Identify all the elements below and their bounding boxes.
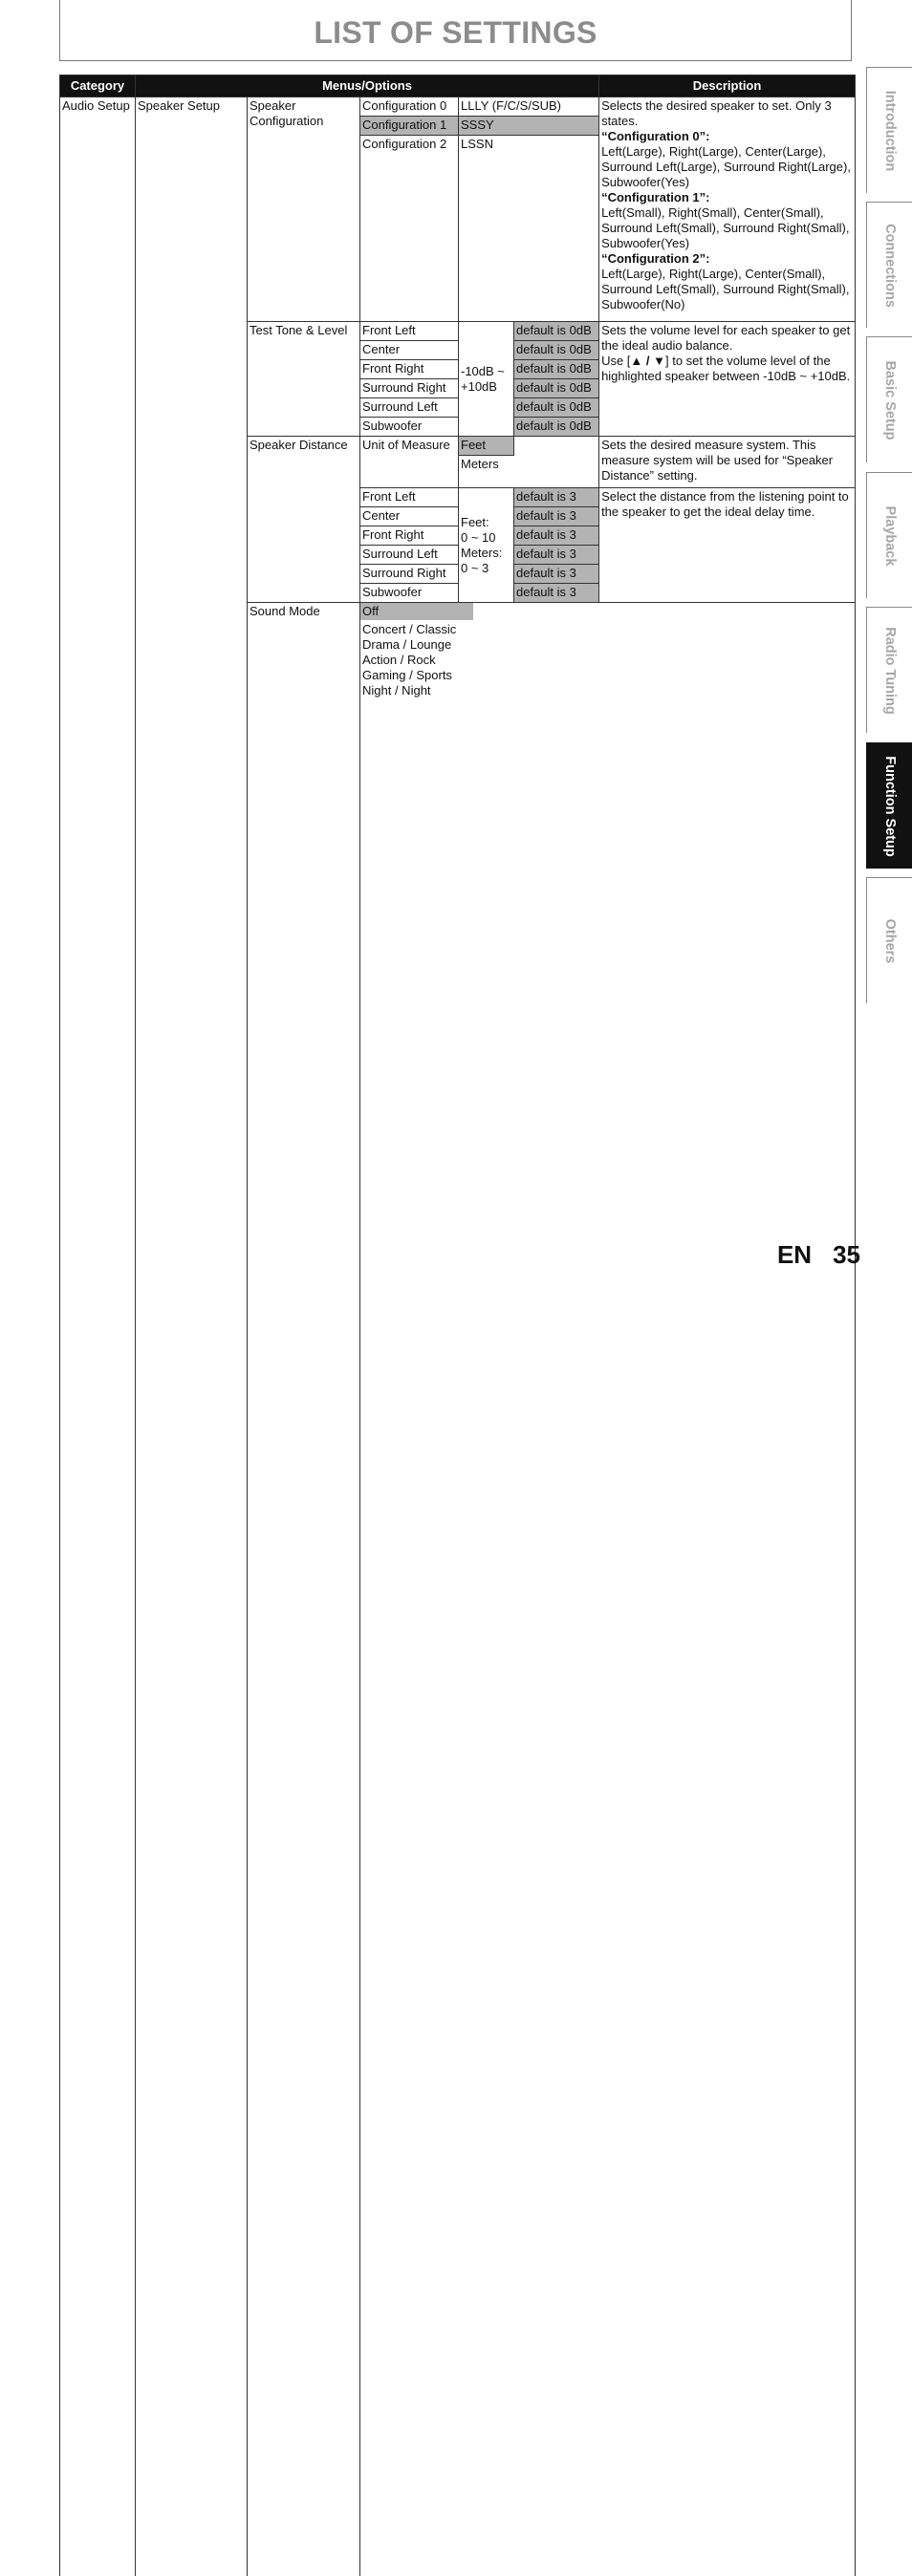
title-frame: [59, 0, 852, 61]
default-value: default is 3: [514, 565, 599, 584]
distance-range: [459, 488, 514, 603]
desc-use-suffix: ] to set the volume level of the highlighted speaker between -10dB ~ +10dB.: [601, 354, 850, 383]
sound-mode-option: Action / Rock: [362, 653, 853, 668]
up-down-arrows-icon: ▲ / ▼: [630, 354, 665, 368]
desc-item-text: Left(Small), Right(Small), Center(Small), Surround Left(Small), Surround Right(Small), Subwoofer(Yes): [601, 205, 853, 251]
desc-use-prefix: Use [: [601, 354, 630, 368]
default-value: default is 3: [514, 584, 599, 603]
page-language: EN: [777, 1240, 812, 1269]
header-category: Category: [60, 75, 136, 97]
speaker-configuration-label: Speaker Configuration: [248, 97, 360, 322]
tab-label: Playback: [882, 505, 898, 566]
default-value: default is 0dB: [514, 379, 599, 398]
speaker-name: Surround Left: [360, 398, 459, 418]
unit-option: Meters: [459, 456, 514, 488]
category-cell: Audio Setup: [60, 97, 136, 2576]
config-value: LSSN: [459, 136, 599, 322]
sound-mode-label: Sound Mode: [248, 603, 360, 2576]
tab-label: Connections: [882, 224, 898, 308]
desc-item-title: “Configuration 0”:: [601, 129, 853, 144]
tab-label: Introduction: [882, 90, 898, 171]
sound-mode-option: Drama / Lounge: [362, 637, 853, 653]
desc-item-text: Left(Large), Right(Large), Center(Small), Surround Left(Small), Surround Right(Small), Subwoofer(No): [601, 267, 853, 312]
empty-cell: [514, 437, 599, 456]
speaker-name: Surround Right: [360, 379, 459, 398]
default-value: default is 0dB: [514, 398, 599, 418]
config-name: Configuration 1: [360, 117, 459, 136]
desc-item-title: “Configuration 2”:: [601, 251, 853, 267]
table-header-row: [60, 75, 856, 97]
page-number: 35: [833, 1240, 860, 1269]
config-name: Configuration 0: [360, 97, 459, 117]
range-feet-label: Feet:: [461, 515, 511, 530]
speaker-name: Front Left: [360, 488, 459, 507]
distance-description: Select the distance from the listening point to the speaker to get the ideal delay time.: [599, 488, 856, 603]
speaker-name: Front Right: [360, 526, 459, 546]
test-tone-label: Test Tone & Level: [248, 322, 360, 437]
speaker-distance-label: Speaker Distance: [248, 437, 360, 603]
config-value: SSSY: [459, 117, 599, 136]
test-tone-description: [599, 322, 856, 437]
sound-mode-option: Off: [360, 603, 473, 620]
speaker-name: Subwoofer: [360, 418, 459, 437]
tab-function-setup[interactable]: [866, 742, 912, 869]
speaker-name: Center: [360, 507, 459, 526]
range-meters: 0 ~ 3: [461, 561, 511, 576]
tab-playback[interactable]: [866, 472, 912, 598]
default-value: default is 3: [514, 526, 599, 546]
table-row: [60, 97, 856, 117]
speaker-name: Surround Right: [360, 565, 459, 584]
tab-introduction[interactable]: [866, 67, 912, 193]
unit-description: Sets the desired measure system. This measure system will be used for “Speaker Distance” setting.: [599, 437, 856, 488]
default-value: default is 0dB: [514, 418, 599, 437]
config-name: Configuration 2: [360, 136, 459, 322]
unit-option: Feet: [459, 437, 514, 456]
tab-connections[interactable]: [866, 202, 912, 328]
tab-label: Radio Tuning: [882, 627, 898, 715]
desc-line: Sets the volume level for each speaker to get the ideal audio balance.: [601, 323, 853, 354]
header-description: Description: [599, 75, 856, 97]
unit-of-measure-label: Unit of Measure: [360, 437, 459, 488]
speaker-name: Subwoofer: [360, 584, 459, 603]
default-value: default is 0dB: [514, 360, 599, 379]
range-meters-label: Meters:: [461, 546, 511, 561]
sound-mode-options: [360, 603, 856, 2576]
default-value: default is 3: [514, 507, 599, 526]
tab-label: Basic Setup: [882, 360, 898, 440]
speaker-configuration-description: [599, 97, 856, 322]
speaker-name: Center: [360, 341, 459, 360]
tab-radio-tuning[interactable]: [866, 607, 912, 733]
page-number-area: [777, 1240, 860, 1270]
default-value: default is 3: [514, 546, 599, 565]
speaker-name: Surround Left: [360, 546, 459, 565]
sound-mode-option: Gaming / Sports: [362, 668, 853, 683]
default-value: default is 3: [514, 488, 599, 507]
default-value: default is 0dB: [514, 341, 599, 360]
empty-cell: [514, 456, 599, 488]
level-range: -10dB ~ +10dB: [459, 322, 514, 437]
config-value: LLLY (F/C/S/SUB): [459, 97, 599, 117]
tab-label: Others: [882, 918, 898, 963]
settings-table: [59, 75, 856, 2576]
tab-others[interactable]: [866, 877, 912, 1003]
desc-item-title: “Configuration 1”:: [601, 190, 853, 205]
range-feet: 0 ~ 10: [461, 530, 511, 546]
speaker-setup-label: Speaker Setup: [136, 97, 248, 2576]
page-title: LIST OF SETTINGS: [60, 15, 851, 51]
sound-mode-option: Night / Night: [362, 683, 853, 698]
speaker-name: Front Right: [360, 360, 459, 379]
default-value: default is 0dB: [514, 322, 599, 341]
desc-item-text: Left(Large), Right(Large), Center(Large), Surround Left(Large), Surround Right(Large), Subwoofer(Yes): [601, 144, 853, 190]
desc-intro: Selects the desired speaker to set. Only 3 states.: [601, 98, 853, 129]
speaker-name: Front Left: [360, 322, 459, 341]
tab-basic-setup[interactable]: [866, 336, 912, 462]
header-menus: Menus/Options: [136, 75, 599, 97]
sound-mode-option: Concert / Classic: [362, 622, 853, 637]
tab-label: Function Setup: [882, 756, 898, 857]
